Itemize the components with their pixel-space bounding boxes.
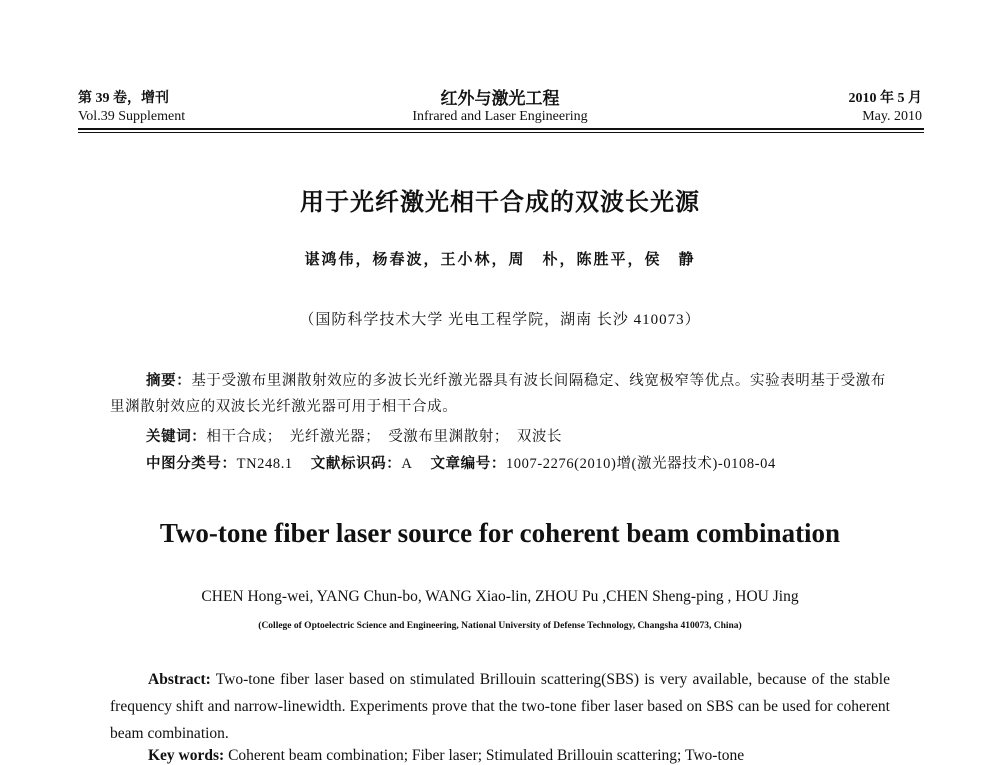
keywords-en-label: Key words: — [148, 747, 225, 764]
abstract-en — [110, 666, 890, 747]
header-rule-thin — [78, 132, 924, 133]
keywords-en — [148, 747, 744, 765]
paper-title-cn: 用于光纤激光相干合成的双波长光源 — [300, 188, 700, 216]
authors-en: CHEN Hong-wei, YANG Chun-bo, WANG Xiao-lin, ZHOU Pu ,CHEN Sheng-ping , HOU Jing — [201, 588, 799, 605]
abstract-cn-label: 摘要： — [146, 373, 192, 389]
article-number-value: 1007-2276(2010)增(激光器技术)-0108-04 — [505, 456, 776, 472]
header-rule-thick — [78, 128, 924, 130]
doc-code-label: 文献标识码： — [310, 456, 402, 472]
keywords-en-text: Coherent beam combination; Fiber laser; Stimulated Brillouin scattering; Two-tone — [228, 747, 745, 764]
abstract-en-label: Abstract: — [148, 671, 211, 688]
classification-line — [146, 452, 776, 473]
date-cn: 2010 年 5 月 — [848, 91, 922, 106]
authors-cn: 谌鸿伟，杨春波，王小林，周 朴，陈胜平，侯 静 — [304, 252, 696, 268]
keywords-cn-text: 相干合成； 光纤激光器； 受激布里渊散射； 双波长 — [206, 429, 563, 445]
article-number-label: 文章编号： — [430, 456, 506, 472]
affiliation-en: (College of Optoelectric Science and Engineering, National University of Defense Technology, Changsha 410073, China) — [258, 621, 742, 631]
journal-name-en: Infrared and Laser Engineering — [412, 109, 588, 124]
volume-cn: 第 39 卷，增刊 — [78, 91, 169, 106]
abstract-cn — [110, 368, 890, 420]
doc-code-value: A — [401, 456, 413, 472]
journal-name-cn: 红外与激光工程 — [440, 89, 560, 108]
class-number-label: 中图分类号： — [146, 456, 237, 472]
class-number-value: TN248.1 — [236, 456, 293, 472]
abstract-en-text: Two-tone fiber laser based on stimulated Brillouin scattering(SBS) is very available, because of the stable frequency shift and narrow-linewidth. Experiments prove that the two-tone fiber laser based on SBS can be used for coherent beam combination. — [110, 671, 890, 742]
journal-date — [849, 90, 923, 126]
date-en: May. 2010 — [862, 109, 922, 124]
affiliation-cn: （国防科学技术大学 光电工程学院，湖南 长沙 410073） — [299, 312, 701, 328]
volume-en: Vol.39 Supplement — [78, 109, 186, 124]
abstract-cn-text: 基于受激布里渊散射效应的多波长光纤激光器具有波长间隔稳定、线宽极窄等优点。实验表明基于受激布里渊散射效应的双波长光纤激光器可用于相干合成。 — [110, 373, 886, 415]
keywords-cn — [146, 425, 562, 446]
keywords-cn-label: 关键词： — [146, 429, 207, 445]
paper-title-en: Two-tone fiber laser source for coherent beam combination — [159, 518, 841, 548]
